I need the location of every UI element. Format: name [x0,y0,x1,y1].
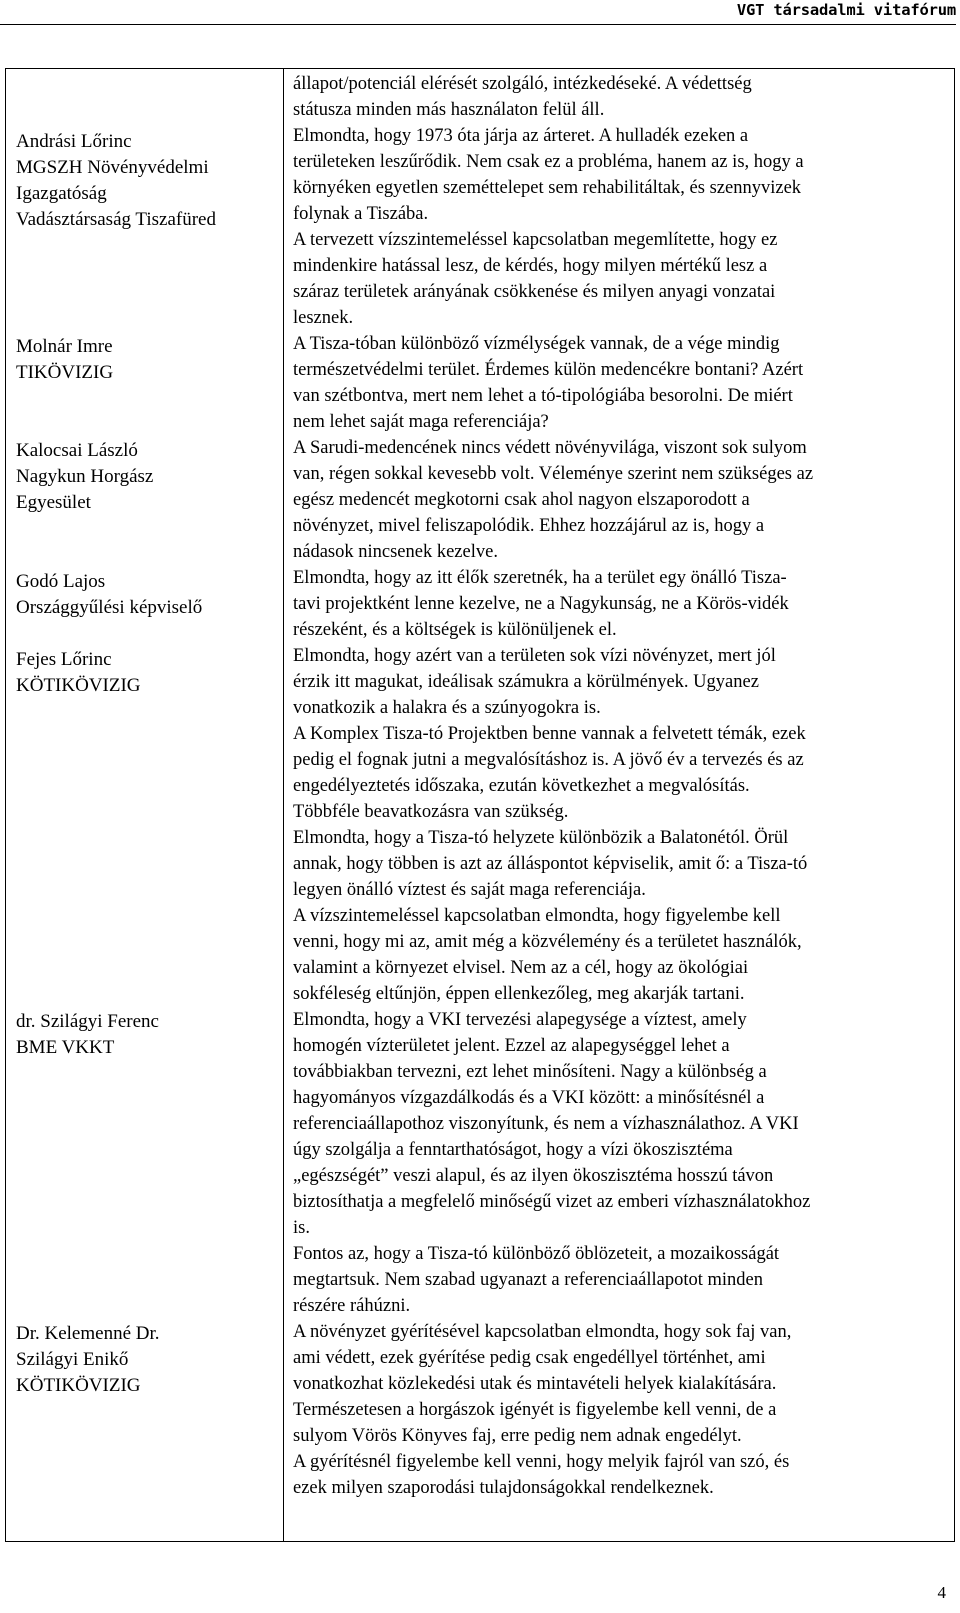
text-line: nádasok nincsenek kezelve. [293,542,498,562]
text-line: hagyományos vízgazdálkodás és a VKI között: a minősítésnél a [293,1088,765,1108]
text-line: engedélyeztetés időszaka, ezután következhet a megvalósítás. [293,776,750,796]
running-header [0,0,956,25]
participant-name: dr. Szilágyi Ferenc [16,1011,159,1032]
text-line: továbbiakban tervezni, ezt lehet minősíteni. Nagy a különbség a [293,1062,767,1082]
text-line: pedig el fognak jutni a megvalósításhoz is. A jövő év a tervezés és az [293,750,804,770]
text-line: A vízszintemeléssel kapcsolatban elmondta, hogy figyelembe kell [293,906,781,926]
text-line: természetvédelmi terület. Érdemes külön medencékre bontani? Azért [293,360,804,380]
participant-org: BME VKKT [16,1037,115,1058]
text-line: úgy szolgálja a fenntarthatóságot, hogy a vízi ökoszisztéma [293,1140,733,1160]
participant-org: MGSZH Növényvédelmi [16,157,209,178]
minutes-table [5,68,955,1542]
participant-name: Dr. Kelemenné Dr. [16,1323,160,1344]
participant-name: Andrási Lőrinc [16,131,132,152]
text-line: Elmondta, hogy a VKI tervezési alapegysége a víztest, amely [293,1010,747,1030]
participant-name: Fejes Lőrinc [16,649,112,670]
text-line: A Komplex Tisza-tó Projektben benne vannak a felvetett témák, ezek [293,724,806,744]
text-line: biztosíthatja a megfelelő minőségű vizet az emberi vízhasználatokhoz [293,1192,811,1212]
text-line: valamint a környezet elvisel. Nem az a cél, hogy az ökológiai [293,958,749,978]
text-line: sokféleség eltűnjön, éppen ellenkezőleg, meg akarják tartani. [293,984,745,1004]
text-line: Elmondta, hogy 1973 óta járja az árteret. A hulladék ezeken a [293,126,749,146]
text-line: venni, hogy mi az, amit még a közvélemény és a területet használók, [293,932,802,952]
text-line: részére ráhúzni. [293,1296,411,1316]
participant [16,438,279,516]
discussion-text [284,69,954,1501]
text-line: van szétbontva, mert nem lehet a tó-tipológiába besorolni. De miért [293,386,793,406]
text-line: állapot/potenciál elérését szolgáló, intézkedéseké. A védettség [293,74,752,94]
text-line: vonatkozik a halakra és a szúnyogokra is. [293,698,601,718]
text-line: növényzet, mivel feliszapolódik. Ehhez hozzájárul az is, hogy a [293,516,765,536]
text-line: homogén vízterületet jelent. Ezzel az alapegységgel lehet a [293,1036,730,1056]
text-line: egész medencét megkotorni csak ahol nagyon elszaporodott a [293,490,750,510]
text-line: Többféle beavatkozásra van szükség. [293,802,569,822]
participant-name: Godó Lajos [16,571,106,592]
text-line: Elmondta, hogy a Tisza-tó helyzete különbözik a Balatonétól. Örül [293,828,789,848]
text-line: érzik itt magukat, ideálisak számukra a körülmények. Ugyanez [293,672,759,692]
header-title: VGT társadalmi vitafórum [736,1,956,19]
text-line: „egészségét” veszi alapul, és az ilyen ökoszisztéma hosszú távon [293,1166,774,1186]
text-line: nem lehet saját maga referenciája? [293,412,549,432]
text-line: is. [293,1218,310,1238]
participant-org: TIKÖVIZIG [16,362,114,383]
text-line: Fontos az, hogy a Tisza-tó különböző öblözeteit, a mozaikosságát [293,1244,780,1264]
text-line: száraz területek arányának csökkenése és milyen anyagi vonzatai [293,282,776,302]
participant-org: Nagykun Horgász [16,466,154,487]
participants-column [6,69,284,1541]
text-line: legyen önálló víztest és saját maga referenciája. [293,880,646,900]
text-line: A tervezett vízszintemeléssel kapcsolatban megemlítette, hogy ez [293,230,778,250]
text-line: van, régen sokkal kevesebb volt. Véleménye szerint nem szükséges az [293,464,814,484]
text-line: vonatkozhat közlekedési utak és mintavételi helyek kialakítására. [293,1374,777,1394]
text-line: Természetesen a horgászok igényét is figyelembe kell venni, de a [293,1400,777,1420]
text-line: A növényzet gyérítésével kapcsolatban elmondta, hogy sok faj van, [293,1322,792,1342]
text-line: Elmondta, hogy azért van a területen sok vízi növényzet, mert jól [293,646,776,666]
text-line: folynak a Tiszába. [293,204,429,224]
text-line: lesznek. [293,308,354,328]
text-line: Elmondta, hogy az itt élők szeretnék, ha a terület egy önálló Tisza- [293,568,787,588]
text-line: A Tisza-tóban különböző vízmélységek vannak, de a vége mindig [293,334,780,354]
participant-name: Kalocsai László [16,440,138,461]
participant-name: Szilágyi Enikő [16,1349,129,1370]
text-line: mindenkire hatással lesz, de kérdés, hogy milyen mértékű lesz a [293,256,768,276]
text-line: státusza minden más használaton felül áll. [293,100,605,120]
participant-org: KÖTIKÖVIZIG [16,675,141,696]
participant [16,569,279,621]
participant-org: KÖTIKÖVIZIG [16,1375,141,1396]
participant-org: Vadásztársaság Tiszafüred [16,209,216,230]
text-line: megtartsuk. Nem szabad ugyanazt a referenciaállapotot minden [293,1270,764,1290]
participant-org: Igazgatóság [16,183,107,204]
text-line: részeként, és a költségek is különüljenek el. [293,620,617,640]
text-line: ezek milyen szaporodási tulajdonságokkal rendelkeznek. [293,1478,714,1498]
participant [16,129,279,233]
text-line: tavi projektként lenne kezelve, ne a Nagykunság, ne a Körös-vidék [293,594,789,614]
discussion-column [284,69,954,1541]
text-line: sulyom Vörös Könyves faj, erre pedig nem adnak engedélyt. [293,1426,742,1446]
text-line: területeken leszűrődik. Nem csak ez a probléma, hanem az is, hogy a [293,152,804,172]
participant-org: Egyesület [16,492,91,513]
text-line: ami védett, ezek gyérítése pedig csak engedéllyel történhet, ami [293,1348,766,1368]
participant [16,334,279,386]
text-line: annak, hogy többen is azt az álláspontot képviselik, amit ő: a Tisza-tó [293,854,808,874]
participant-name: Molnár Imre [16,336,113,357]
participant [16,1321,279,1399]
participant [16,647,279,699]
participant [16,1009,279,1061]
participant-org: Országgyűlési képviselő [16,597,203,618]
text-line: A gyérítésnél figyelembe kell venni, hogy melyik fajról van szó, és [293,1452,790,1472]
page-number: 4 [937,1583,946,1602]
text-line: referenciaállapothoz viszonyítunk, és nem a vízhasználathoz. A VKI [293,1114,799,1134]
text-line: környéken egyetlen szeméttelepet sem rehabilitáltak, és szennyvizek [293,178,802,198]
text-line: A Sarudi-medencének nincs védett növényvilága, viszont sok sulyom [293,438,807,458]
